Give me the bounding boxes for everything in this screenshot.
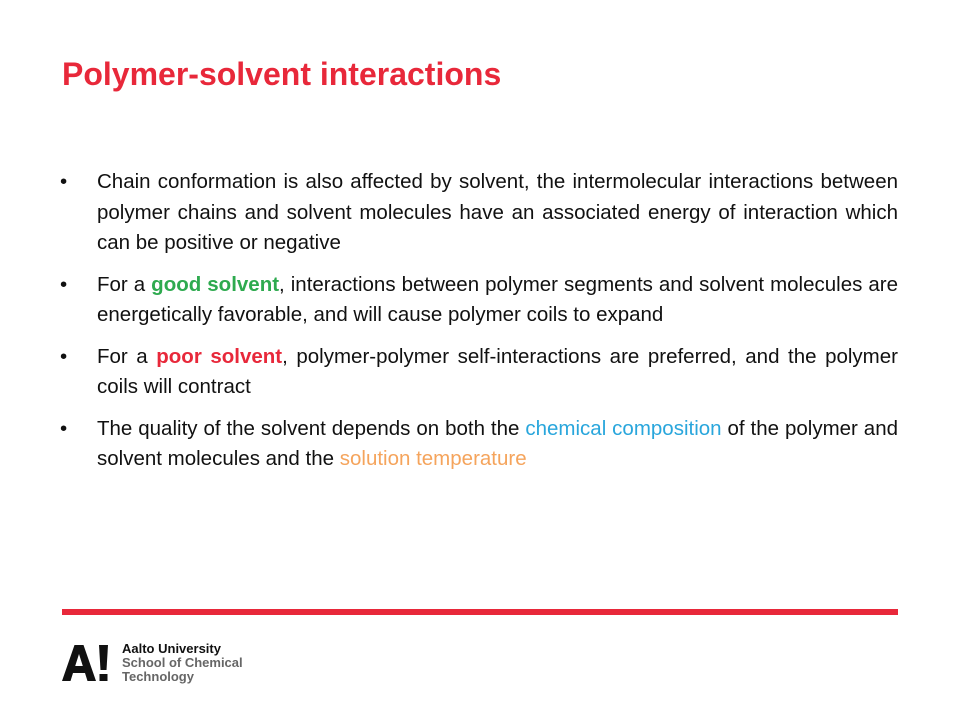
logo-text — [122, 642, 243, 684]
logo-line-school: School of Chemical — [122, 655, 243, 670]
chemical-composition-highlight: chemical composition — [525, 416, 722, 440]
bullet-text-before: For a — [97, 272, 152, 296]
bullet-icon: • — [60, 344, 68, 368]
logo-line-university: Aalto University — [122, 641, 221, 656]
aalto-logo-mark-svg — [62, 643, 110, 683]
poor-solvent-highlight: poor solvent — [156, 344, 283, 368]
bullet-item — [60, 270, 898, 331]
bullet-text-after: , polymer-polymer self-interactions are preferred, and the polymer coils will contract — [97, 344, 898, 398]
bullet-icon: • — [60, 272, 68, 296]
bullet-text-after: , interactions between polymer segments and solvent molecules are energetically favorable, and will cause polymer coils to expand — [97, 272, 898, 326]
bullet-icon: • — [60, 416, 68, 440]
good-solvent-highlight: good solvent — [151, 272, 280, 296]
bullet-icon: • — [60, 170, 68, 193]
aalto-logo — [62, 640, 243, 686]
slide-title: Polymer-solvent interactions — [62, 56, 502, 92]
footer-divider — [62, 609, 898, 615]
solution-temperature-highlight: solution temperature — [339, 447, 527, 470]
bullet-text-before: The quality of the solvent depends on both the — [97, 416, 526, 440]
bullet-item — [60, 167, 898, 259]
bullet-text-middle: of the polymer and solvent molecules and the — [97, 416, 899, 470]
bullet-text: Chain conformation is also affected by solvent, the intermolecular interactions between polymer chains and solvent molecules have an associated energy of interaction which can be positive or negative — [97, 170, 898, 254]
bullet-text-before: For a — [97, 344, 157, 368]
bullet-item — [60, 414, 898, 475]
bullet-item — [60, 342, 898, 403]
logo-line-technology: Technology — [122, 669, 194, 684]
bullet-list — [60, 167, 898, 486]
aalto-logo-mark-icon — [62, 643, 110, 683]
